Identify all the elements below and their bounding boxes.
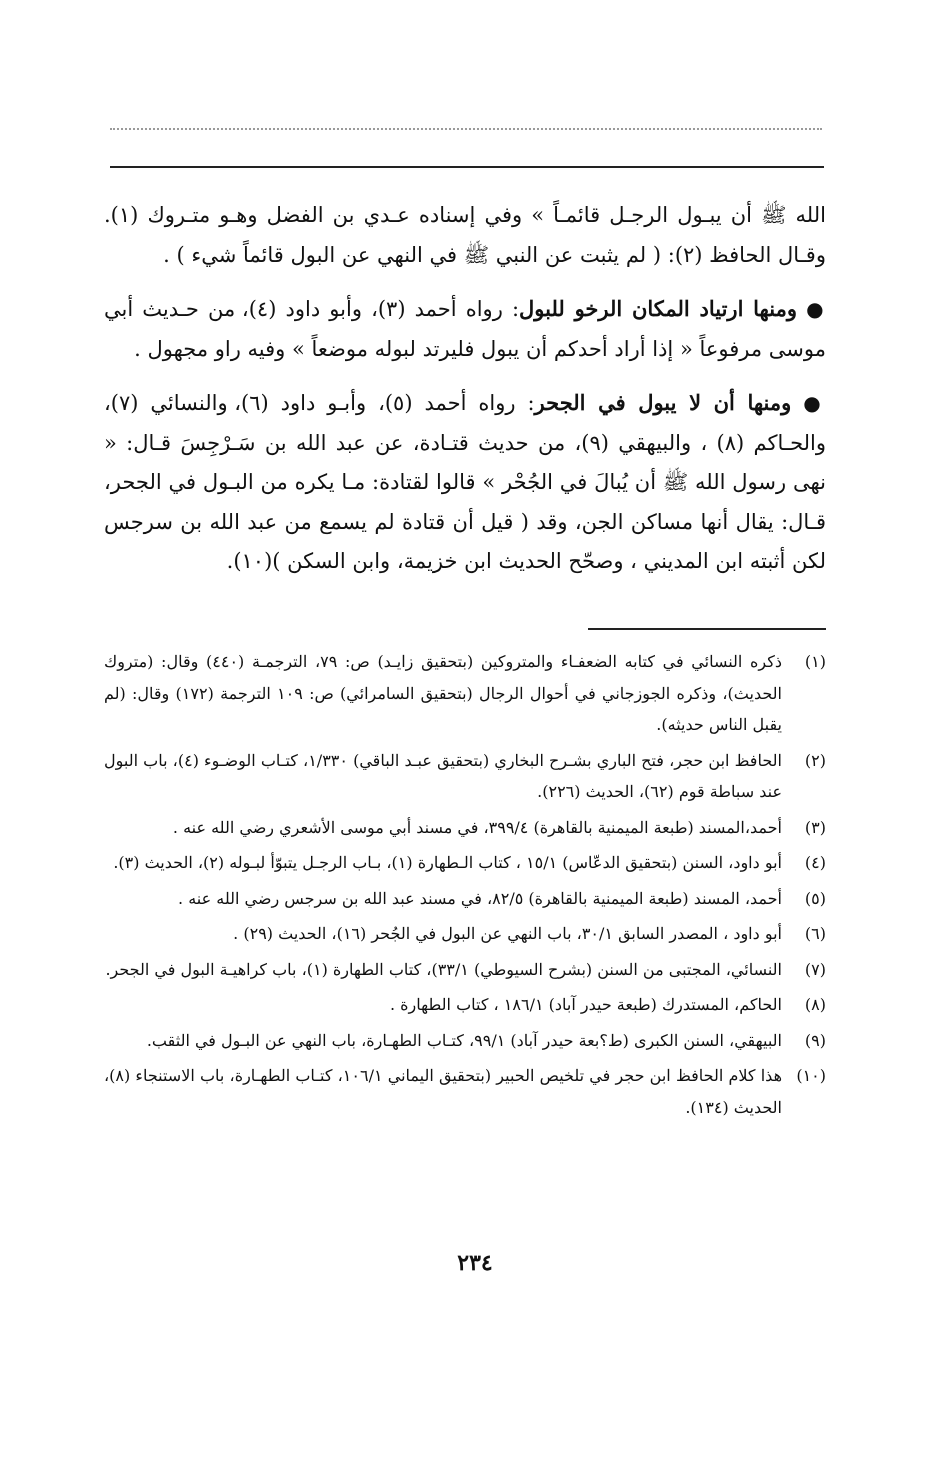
- footnote-number: (٤): [804, 853, 826, 872]
- footnote-text: البيهقي، السنن الكبرى (ط؟بعة حيدر آباد) ٩٩/١، كتـاب الطهـارة، باب النهي عن البـول في الثقب.: [146, 1030, 782, 1050]
- footnote-number: (٣): [804, 817, 826, 837]
- footnote: [104, 1060, 826, 1123]
- footnotes: [104, 646, 826, 1127]
- footnote: [104, 812, 826, 844]
- footnote: [104, 847, 826, 879]
- footnote-text: ذكره النسائي في كتابه الضعفـاء والمتروكين (بتحقيق زايـد) ص: ٧٩، الترجمـة (٤٤٠) وقال: (متروك الحديث)، وذكره الجوزجاني في أحوال الرجال (بتحقيق السامرائي) ص: ١٠٩ الترجمة (١٧٢) وقال: (لم يقبل الناس حديثه).: [104, 652, 783, 734]
- footnote: [104, 745, 826, 808]
- footnote-text: الحاكم، المستدرك (طبعة حيدر آباد) ١٨٦/١ ، كتاب الطهارة .: [390, 995, 782, 1014]
- footnote: [104, 1025, 826, 1057]
- footnote-rule: [588, 628, 826, 630]
- footnote-number: (١٠): [796, 1066, 826, 1085]
- footnote-number: (٩): [804, 1030, 826, 1050]
- footnote-text: النسائي، المجتبى من السنن (بشرح السيوطي) ٣٣/١)، كتاب الطهارة (١)، باب كراهيـة البول في الجحر.: [105, 959, 782, 979]
- footnote-text: أبو داود ، المصدر السابق ٣٠/١، باب النهي عن البول في الجُحر (١٦)، الحديث (٢٩) .: [233, 924, 782, 943]
- footnote-number: (٥): [804, 888, 826, 908]
- paragraph-3: [104, 383, 826, 582]
- footnote-text: هذا كلام الحافظ ابن حجر في تلخيص الحبير (بتحقيق اليماني ١٠٦/١، كتـاب الطهـارة، باب الاستنجاء (٨)، الحديث (١٣٤).: [104, 1066, 783, 1117]
- footnote: [104, 989, 826, 1021]
- footnote-number: (٦): [804, 924, 826, 943]
- bullet-icon: ●: [806, 297, 826, 321]
- footnote-number: (١): [804, 652, 826, 671]
- paragraph-2: [104, 289, 826, 369]
- footnote-number: (٨): [804, 995, 826, 1014]
- dotted-separator: [110, 128, 822, 130]
- footnote: [104, 954, 826, 986]
- footnote-number: (٢): [804, 750, 826, 770]
- main-text: [104, 196, 826, 594]
- paragraph-2-body: : رواه أحمد (٣)، وأبو داود (٤)، من حـديث أبي موسى مرفوعاً « إذا أراد أحدكم أن يبول فليرتد لبوله موضعاً » وفيه راو مجهول .: [104, 297, 826, 361]
- page-number: ٢٣٤: [457, 1250, 493, 1276]
- footnote-text: أحمد، المسند (طبعة الميمنية بالقاهرة) ٨٢/٥، في مسند عبد الله بن سرجس رضي الله عنه .: [178, 888, 782, 908]
- footnote-text: أبو داود، السنن (بتحقيق الدعّاس) ١٥/١ ، كتاب الـطهارة (١)، بـاب الرجـل يتبوّأ لبـوله (٢)، الحديث (٣).: [113, 853, 782, 872]
- paragraph-1: الله ﷺ أن يبـول الرجـل قائمـاً » وفي إسناده عـدي بن الفضل وهـو متـروك (١). وقـال الحافظ (٢): ( لم يثبت عن النبي ﷺ في النهي عن البول قائماً شيء ) .: [104, 203, 826, 267]
- paragraph-3-body: : رواه أحمد (٥)، وأبـو داود (٦)، والنسائي (٧)، والحـاكم (٨) ، والبيهقي (٩)، من حديث قتـادة، عن عبد الله بن سَـرْجِسَ قـال: « نهى رسول الله ﷺ أن يُبالَ في الجُحْر » قالوا لقتادة: مـا يكره من البـول في الجحر، قـال: يقال أنها مساكن الجن، وقد ( قيل أن قتادة لم يسمع من عبد الله بن سرجس لكن أثبته ابن المديني ، وصحّح الحديث ابن خزيمة، وابن السكن )(١٠).: [104, 391, 826, 573]
- footnote: [104, 883, 826, 915]
- footnote-number: (٧): [804, 959, 826, 979]
- footnote-text: أحمد،المسند (طبعة الميمنية بالقاهرة) ٣٩٩/٤، في مسند أبي موسى الأشعري رضي الله عنه .: [172, 817, 782, 837]
- paragraph-3-heading: ومنها أن لا يبول في الجحر: [534, 390, 792, 415]
- footnote: [104, 918, 826, 950]
- footnote: [104, 646, 826, 741]
- top-rule: [110, 166, 824, 168]
- footnote-text: الحافظ ابن حجر، فتح الباري بشـرح البخاري (بتحقيق عبـد الباقي) ١/٣٣٠، كتـاب الوضـوء (٤)، باب البول عند سباطة قوم (٦٢)، الحديث (٢٢٦).: [104, 750, 782, 801]
- bullet-icon: ●: [803, 391, 826, 415]
- paragraph-2-heading: ومنها ارتياد المكان الرخو للبول: [519, 296, 797, 321]
